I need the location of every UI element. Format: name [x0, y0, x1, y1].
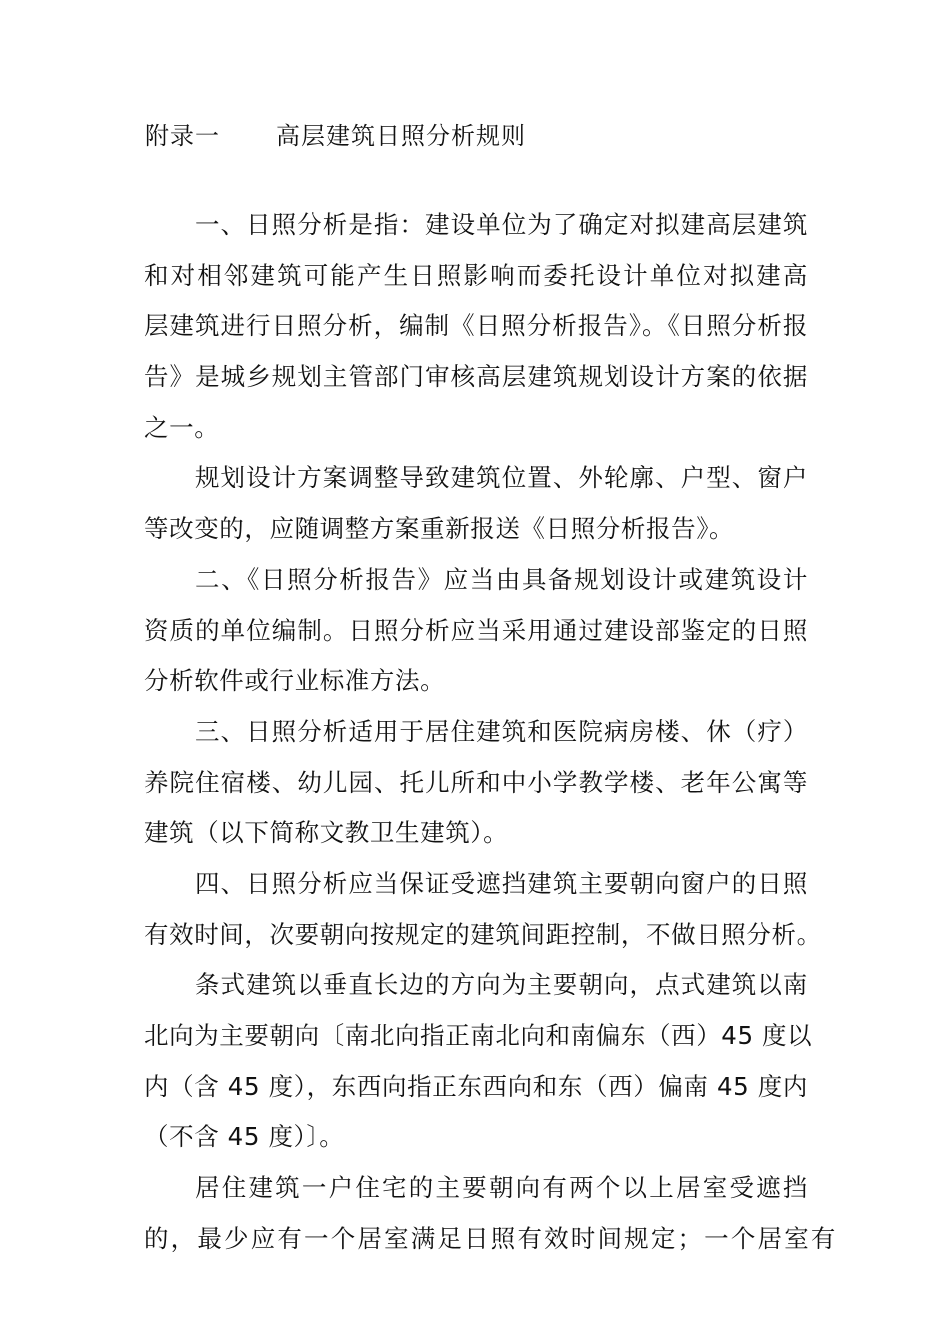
text-line: 一、日照分析是指：建设单位为了确定对拟建高层建筑 [195, 210, 808, 239]
text-line: 北向为主要朝向〔南北向指正南北向和南偏东（西）45 度以 [144, 1021, 813, 1050]
appendix-heading [145, 116, 526, 156]
text-line: 居住建筑一户住宅的主要朝向有两个以上居室受遮挡 [195, 1173, 808, 1203]
text-line: 层建筑进行日照分析，编制《日照分析报告》。《日照分析报 [144, 311, 808, 341]
appendix-title: 高层建筑日照分析规则 [276, 122, 526, 150]
text-line: 等改变的，应随调整方案重新报送《日照分析报告》。 [144, 514, 735, 544]
text-line: 二、《日照分析报告》应当由具备规划设计或建筑设计 [195, 564, 808, 594]
text-line: 有效时间，次要朝向按规定的建筑间距控制，不做日照分析。 [144, 919, 822, 949]
text-line: 和对相邻建筑可能产生日照影响而委托设计单位对拟建高 [144, 260, 808, 290]
text-line: （不含 45 度）〕。 [144, 1122, 345, 1152]
text-line: 资质的单位编制。日照分析应当采用通过建设部鉴定的日照 [144, 615, 808, 645]
text-line: 条式建筑以垂直长边的方向为主要朝向，点式建筑以南 [195, 970, 808, 1000]
text-line: 四、日照分析应当保证受遮挡建筑主要朝向窗户的日照 [195, 868, 808, 898]
text-line: 建筑（以下简称文教卫生建筑）。 [144, 818, 509, 848]
text-line: 内（含 45 度），东西向指正东西向和东（西）偏南 45 度内 [144, 1071, 808, 1101]
appendix-label: 附录一 [145, 122, 220, 150]
text-line: 之一。 [144, 412, 220, 442]
text-line: 的，最少应有一个居室满足日照有效时间规定；一个居室有 [144, 1223, 836, 1253]
text-line: 规划设计方案调整导致建筑位置、外轮廓、户型、窗户 [195, 463, 808, 493]
text-line: 养院住宿楼、幼儿园、托儿所和中小学教学楼、老年公寓等 [144, 767, 808, 797]
document-body [144, 200, 844, 1264]
text-line: 三、日照分析适用于居住建筑和医院病房楼、休（疗） [195, 716, 808, 746]
text-line: 分析软件或行业标准方法。 [144, 666, 446, 696]
text-line: 告》是城乡规划主管部门审核高层建筑规划设计方案的依据 [144, 362, 808, 392]
